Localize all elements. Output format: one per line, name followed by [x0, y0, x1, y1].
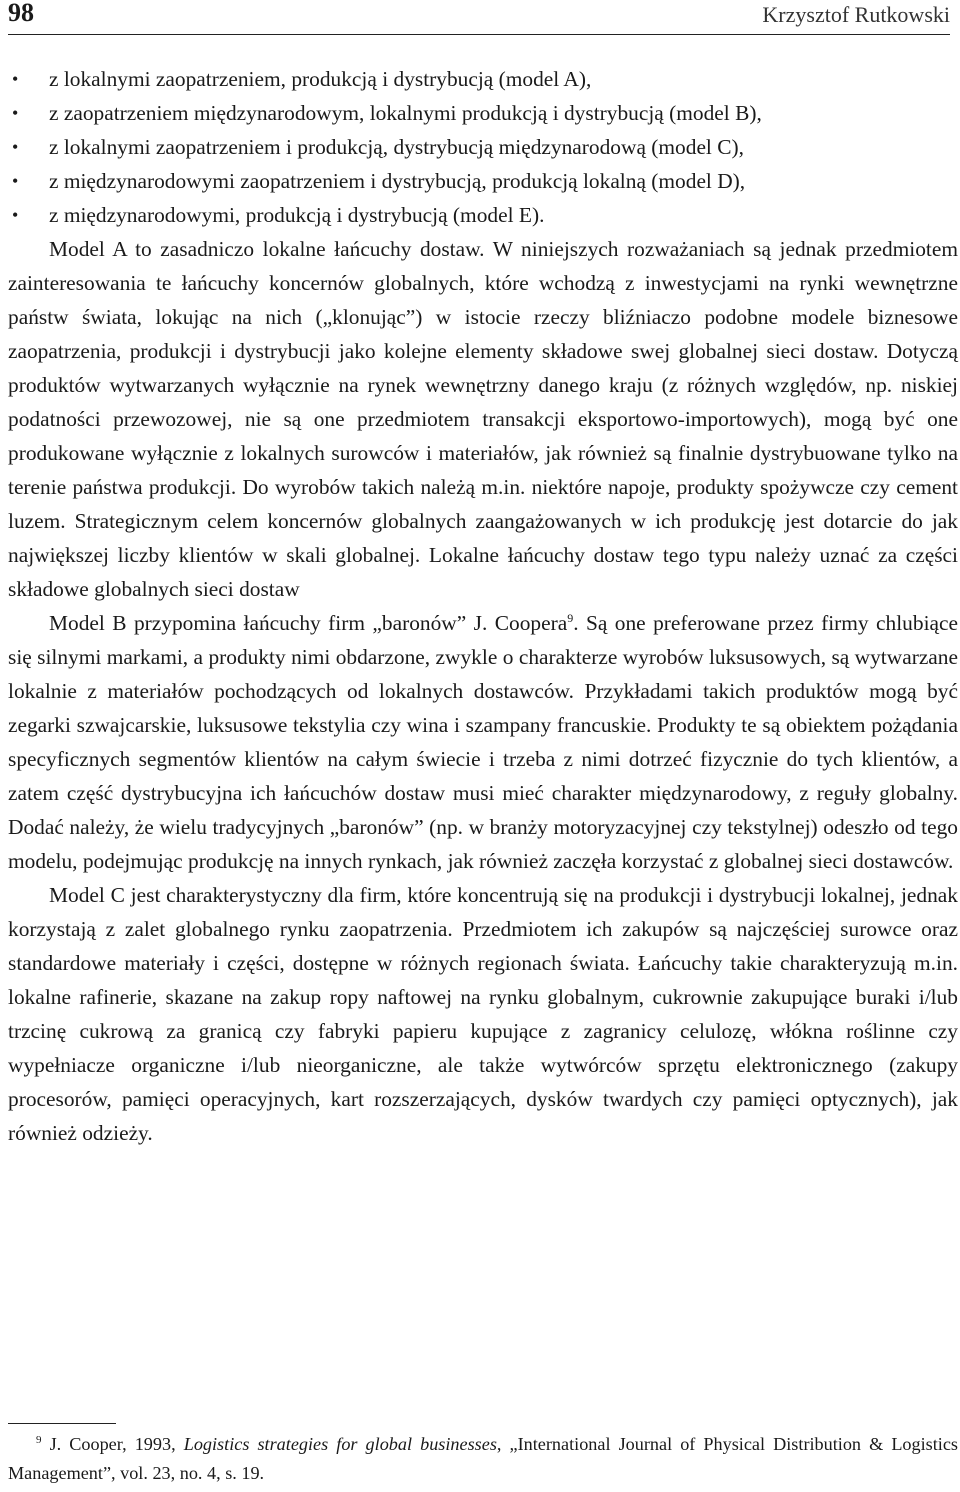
footnote-divider — [8, 1423, 116, 1424]
footnote-text-after: , „International Journal of Physical Distribution & Logistics Management”, vol. 23, no. 4, s. 19. — [8, 1434, 959, 1483]
footnote-text-before: J. Cooper, 1993, — [49, 1434, 184, 1454]
paragraph-model-c: Model C jest charakterystyczny dla firm, które koncentrują się na produkcji i dystrybucji lokalnej, jednak korzystają z zalet globalnego rynku zaopatrzenia. Przedmiotem ich zakupów są najczęściej surowce oraz standardowe materiały i części, dostępne w różnych regionach świata. Łańcuchy takie charakteryzują m.in. lokalne rafinerie, skazane na zakup ropy naftowej na rynku globalnym, cukrownie zakupujące buraki i/lub trzcinę cukrową za granicą czy fabryki papieru kupujące z zagranicy celulozę, włókna roślinne czy wypełniacze organiczne i/lub nieorganiczne, ale także wytwórców sprzętu elektronicznego (zakupy procesorów, pamięci operacyjnych, kart rozszerzających, dysków twardych czy pamięci optycznych), jak również odzieży. — [8, 883, 958, 1145]
bullet-icon: • — [12, 103, 19, 123]
bullet-icon: • — [12, 171, 19, 191]
page-number: 98 — [8, 0, 34, 27]
bullet-list — [8, 62, 958, 232]
list-item: • z lokalnymi zaopatrzeniem i produkcją, dystrybucją międzynarodową (model C), — [8, 130, 958, 164]
list-item: • z międzynarodowymi zaopatrzeniem i dystrybucją, produkcją lokalną (model D), — [8, 164, 958, 198]
body-text — [8, 62, 958, 1150]
footnote-number: 9 — [36, 1434, 42, 1446]
bullet-icon: • — [12, 205, 19, 225]
running-head-author: Krzysztof Rutkowski — [762, 2, 950, 27]
list-item: • z międzynarodowymi, produkcją i dystrybucją (model E). — [8, 198, 958, 232]
paragraph-model-b-start: Model B przypomina łańcuchy firm „baronów” J. Coopera — [49, 611, 568, 635]
bullet-icon: • — [12, 69, 19, 89]
list-item: • z zaopatrzeniem międzynarodowym, lokalnymi produkcją i dystrybucją (model B), — [8, 96, 958, 130]
paragraph-model-b-rest: . Są one preferowane przez firmy chlubiące się silnymi markami, a produkty nimi obdarzone, zwykle o charakterze wyrobów luksusowych, są wytwarzane lokalnie z materiałów pochodzących od lokalnych dostawców. Przykładami takich produktów mogą być zegarki szwajcarskie, luksusowe tekstylia czy wina i szampany francuskie. Produkty te są obiektem pożądania specyficznych segmentów klientów na całym świecie i trzeba z nimi dotrzeć fizycznie do tych klientów, a zatem część dystrybucyjna ich łańcuchów dostaw musi mieć charakter międzynarodowy, z reguły globalny. Dodać należy, że wielu tradycyjnych „baronów” (np. w branży motoryzacyjnej czy tekstylnej) odeszło od tego modelu, podejmując produkcję na innych rynkach, jak również zaczęła korzystać z globalnej sieci dostawców. — [8, 611, 958, 873]
footnote-title: Logistics strategies for global businesses — [183, 1434, 497, 1454]
footnote-reference[interactable]: 9 — [567, 611, 574, 625]
footnote — [8, 1430, 958, 1488]
page-header — [8, 0, 950, 35]
list-item: • z lokalnymi zaopatrzeniem, produkcją i dystrybucją (model A), — [8, 62, 958, 96]
paragraph-model-a: Model A to zasadniczo lokalne łańcuchy dostaw. W niniejszych rozważaniach są jednak przedmiotem zainteresowania te łańcuchy koncernów globalnych, które wchodzą z inwestycjami na rynki wewnętrzne państw świata, lokując na nich („klonując”) w istocie rzeczy bliźniaczo podobne modele biznesowe zaopatrzenia, produkcji i dystrybucji jako kolejne elementy składowe swej globalnej sieci dostaw. Dotyczą produktów wytwarzanych wyłącznie na rynek wewnętrzny danego kraju (z różnych względów, np. niskiej podatności przewozowej, nie są one przedmiotem transakcji eksportowo-importowych), mogą być one produkowane wyłącznie z lokalnych surowców i materiałów, jak również są finalnie dystrybuowane tylko na terenie państwa produkcji. Do wyrobów takich należą m.in. niektóre napoje, produkty spożywcze czy cement luzem. Strategicznym celem koncernów globalnych zaangażowanych w ich produkcję jest dotarcie do jak największej liczby klientów w skali globalnej. Lokalne łańcuchy dostaw tego typu należy uznać za części składowe globalnych sieci dostaw — [8, 237, 958, 601]
bullet-icon: • — [12, 137, 19, 157]
paragraph-model-b — [8, 606, 958, 878]
